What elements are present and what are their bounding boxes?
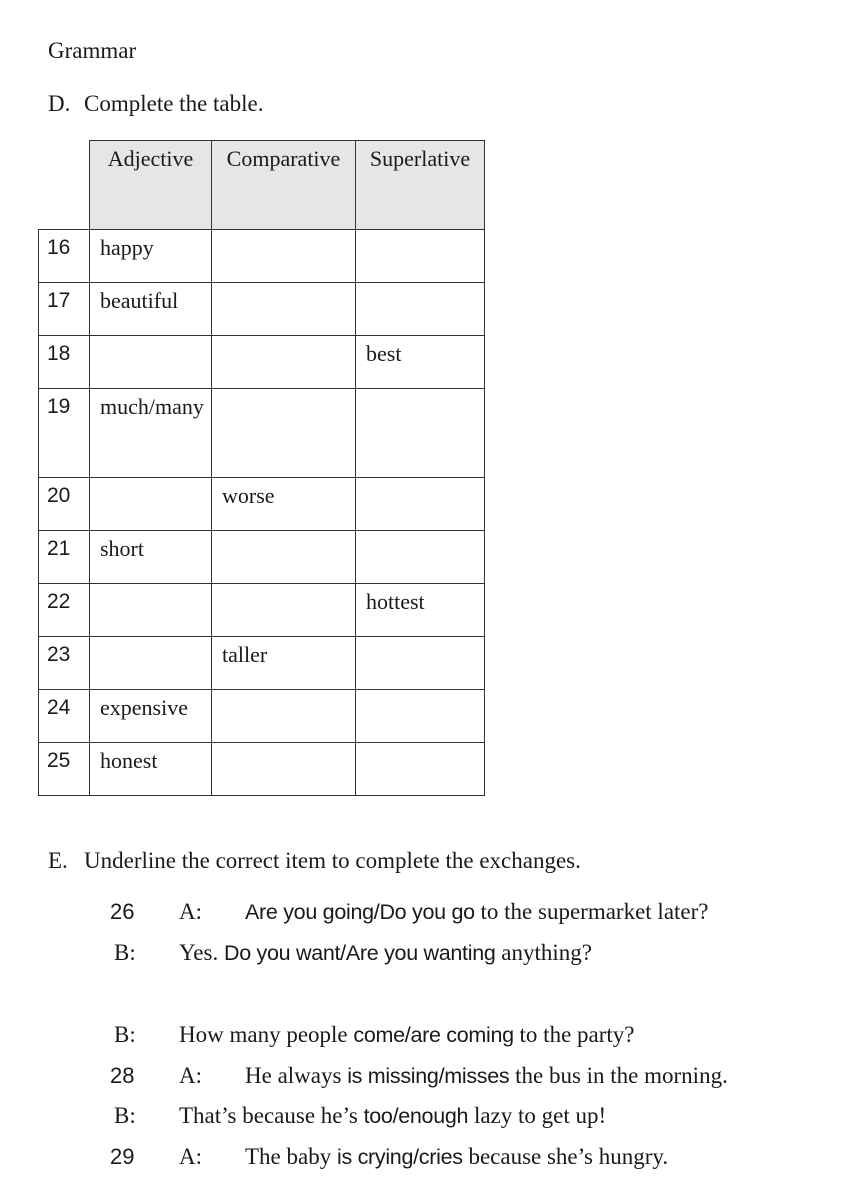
adjective-cell[interactable]: much/many [90, 389, 212, 478]
header-superlative: Superlative [356, 141, 485, 230]
row-number: 22 [39, 584, 90, 637]
superlative-cell[interactable]: best [356, 336, 485, 389]
speaker-label: A: [179, 899, 202, 924]
adjective-cell[interactable] [90, 336, 212, 389]
row-number: 25 [39, 743, 90, 796]
row-number: 16 [39, 230, 90, 283]
superlative-cell[interactable] [356, 283, 485, 336]
adjective-cell[interactable]: expensive [90, 690, 212, 743]
superlative-cell[interactable] [356, 637, 485, 690]
table-row [39, 283, 485, 336]
row-number: 20 [39, 478, 90, 531]
superlative-cell[interactable] [356, 531, 485, 584]
comparative-cell[interactable] [212, 531, 356, 584]
row-number: 23 [39, 637, 90, 690]
table-row [39, 690, 485, 743]
exchange-sentence: Yes. Do you want/Are you wanting anything? [179, 940, 592, 965]
exchange-sentence: How many people come/are coming to the party? [179, 1022, 635, 1047]
exchange-sentence: The baby is crying/cries because she’s hungry. [245, 1144, 669, 1169]
row-number: 18 [39, 336, 90, 389]
adjective-cell[interactable]: happy [90, 230, 212, 283]
superlative-cell[interactable] [356, 743, 485, 796]
header-blank-cell [39, 141, 90, 230]
table-row [39, 389, 485, 478]
table-row [39, 478, 485, 531]
comparative-cell[interactable] [212, 389, 356, 478]
superlative-cell[interactable] [356, 690, 485, 743]
table-header-row [39, 141, 485, 230]
row-number: 24 [39, 690, 90, 743]
row-number: 21 [39, 531, 90, 584]
answer-options[interactable]: Are you going/Do you go [245, 900, 475, 924]
answer-options[interactable]: come/are coming [353, 1023, 514, 1047]
section-d-instruction: Complete the table. [84, 91, 264, 116]
table-row [39, 230, 485, 283]
adjective-cell[interactable] [90, 478, 212, 531]
comparative-cell[interactable]: worse [212, 478, 356, 531]
table-row [39, 531, 485, 584]
comparative-cell[interactable] [212, 690, 356, 743]
table-row [39, 637, 485, 690]
exchange-number: 26 [110, 899, 135, 924]
comparative-cell[interactable] [212, 230, 356, 283]
adjective-cell[interactable]: honest [90, 743, 212, 796]
exchange-number: 28 [110, 1063, 135, 1088]
comparative-cell[interactable]: taller [212, 637, 356, 690]
answer-options[interactable]: is crying/cries [336, 1145, 463, 1169]
superlative-cell[interactable] [356, 230, 485, 283]
table-row [39, 584, 485, 637]
speaker-label: B: [114, 1022, 136, 1047]
comparison-table [38, 140, 485, 796]
exchange-sentence: Are you going/Do you go to the supermarket later? [245, 899, 709, 924]
speaker-label: B: [114, 1103, 136, 1128]
section-heading: Grammar [48, 38, 137, 63]
answer-options[interactable]: too/enough [363, 1104, 469, 1128]
table-row [39, 743, 485, 796]
exchange-sentence: He always is missing/misses the bus in the morning. [245, 1063, 728, 1088]
speaker-label: A: [179, 1063, 202, 1088]
superlative-cell[interactable] [356, 389, 485, 478]
adjective-cell[interactable] [90, 584, 212, 637]
answer-options[interactable]: is missing/misses [347, 1064, 510, 1088]
header-comparative: Comparative [212, 141, 356, 230]
adjective-cell[interactable] [90, 637, 212, 690]
superlative-cell[interactable] [356, 478, 485, 531]
superlative-cell[interactable]: hottest [356, 584, 485, 637]
exchange-number: 29 [110, 1144, 135, 1169]
speaker-label: A: [179, 1144, 202, 1169]
comparative-cell[interactable] [212, 283, 356, 336]
comparative-cell[interactable] [212, 584, 356, 637]
adjective-cell[interactable]: short [90, 531, 212, 584]
exchange-sentence: That’s because he’s too/enough lazy to get up! [179, 1103, 607, 1128]
speaker-label: B: [114, 940, 136, 965]
table-row [39, 336, 485, 389]
row-number: 17 [39, 283, 90, 336]
row-number: 19 [39, 389, 90, 478]
section-d-letter: D. [48, 91, 71, 116]
adjective-cell[interactable]: beautiful [90, 283, 212, 336]
header-adjective: Adjective [90, 141, 212, 230]
answer-options[interactable]: Do you want/Are you wanting [223, 941, 496, 965]
comparative-cell[interactable] [212, 743, 356, 796]
section-e-letter: E. [48, 848, 68, 873]
comparative-cell[interactable] [212, 336, 356, 389]
section-e-instruction: Underline the correct item to complete the exchanges. [84, 848, 581, 873]
